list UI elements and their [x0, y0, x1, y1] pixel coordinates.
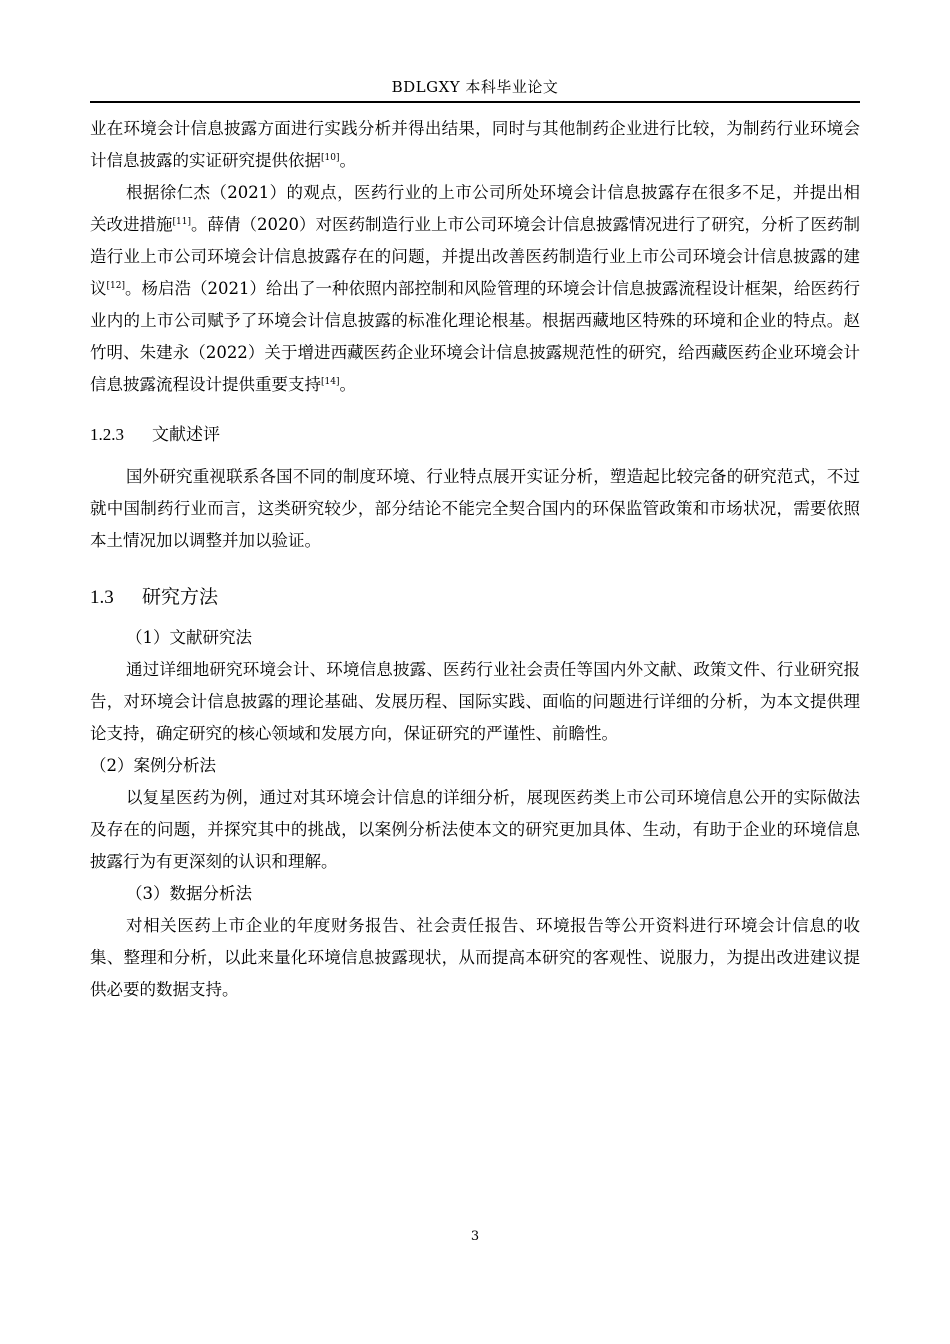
method-label-literature: （1）文献研究法	[126, 628, 252, 647]
section-heading-1-3	[90, 579, 860, 616]
section-number: 1.3	[90, 587, 114, 608]
citation-ref: [14]	[321, 377, 340, 387]
paragraph-literature-domestic: 根据徐仁杰（2021）的观点，医药行业的上市公司所处环境会计信息披露存在很多不足，并提出相关改进措施[11]。薛倩（2020）对医药制造行业上市公司环境会计信息披露情况进行了研究，分析了医药制造行业上市公司环境会计信息披露存在的问题，并提出改善医药制造行业上市公司环境会计信息披露的建议[12]。杨启浩（2021）给出了一种依照内部控制和风险管理的环境会计信息披露流程设计框架，给医药行业内的上市公司赋予了环境会计信息披露的标准化理论根基。根据西藏地区特殊的环境和企业的特点。赵竹明、朱建永（2022）关于增进西藏医药企业环境会计信息披露规范性的研究，给西藏医药企业环境会计信息披露流程设计提供重要支持[14]。	[90, 183, 861, 394]
running-header: BDLGXY 本科毕业论文	[391, 78, 559, 96]
section-title: 研究方法	[142, 586, 219, 608]
method-text-data: 对相关医药上市企业的年度财务报告、社会责任报告、环境报告等公开资料进行环境会计信息的收集、整理和分析，以此来量化环境信息披露现状，从而提高本研究的客观性、说服力，为提出改进建议提供必要的数据支持。	[90, 916, 860, 999]
section-number: 1.2.3	[90, 425, 124, 444]
section-title: 文献述评	[152, 425, 220, 445]
method-text-literature: 通过详细地研究环境会计、环境信息披露、医药行业社会责任等国内外文献、政策文件、行业研究报告，对环境会计信息披露的理论基础、发展历程、国际实践、面临的问题进行详细的分析，为本文提供理论支持，确定研究的核心领域和发展方向，保证研究的严谨性、前瞻性。	[90, 660, 860, 743]
method-label-case: （2）案例分析法	[90, 756, 216, 775]
citation-ref: [12]	[106, 281, 125, 291]
page-number: 3	[470, 1229, 480, 1244]
citation-ref: [11]	[172, 217, 191, 227]
method-label-data: （3）数据分析法	[126, 884, 252, 903]
page-body	[90, 113, 860, 1006]
citation-ref: [10]	[321, 153, 340, 163]
method-text-case: 以复星医药为例，通过对其环境会计信息的详细分析，展现医药类上市公司环境信息公开的实际做法及存在的问题，并探究其中的挑战，以案例分析法使本文的研究更加具体、生动，有助于企业的环境信息披露行为有更深刻的认识和理解。	[90, 788, 860, 871]
paragraph-continued: 业在环境会计信息披露方面进行实践分析并得出结果，同时与其他制药企业进行比较，为制药行业环境会计信息披露的实证研究提供依据[10]。	[90, 119, 860, 170]
header-rule	[90, 101, 860, 103]
section-heading-1-2-3	[90, 419, 860, 451]
paragraph-literature-review: 国外研究重视联系各国不同的制度环境、行业特点展开实证分析，塑造起比较完备的研究范式，不过就中国制药行业而言，这类研究较少，部分结论不能完全契合国内的环保监管政策和市场状况，需要依照本土情况加以调整并加以验证。	[90, 467, 860, 550]
